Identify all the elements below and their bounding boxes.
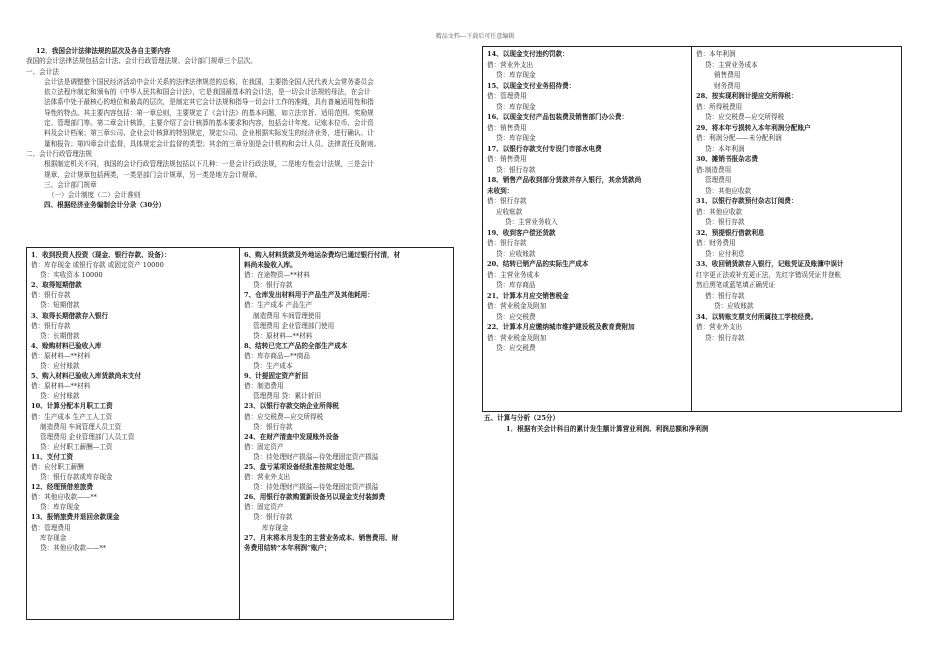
entry-line: 借：库存现金 或银行存款 或固定资产 10000 — [31, 261, 164, 270]
calculation-section — [484, 413, 904, 435]
entry-line: 贷：原材料—**材料 — [253, 331, 313, 340]
entry-line: 贷：生产成本 — [253, 362, 293, 371]
text-line: 四、根据经济业务编制会计分录（30分） — [44, 201, 166, 210]
entry-line: 贷：实收资本 10000 — [40, 271, 103, 280]
text-line: 依立法程序制定和颁布的《中华人民共和国会计法》，它是我国最基本的会计法，是一切会计法规的母法，在会计 — [44, 88, 371, 97]
entry-line: 管理费用 — [705, 176, 732, 184]
entry-line: 借：营业税金及附加 — [487, 333, 547, 342]
entry-heading: 14、以现金支付违约罚款： — [487, 50, 569, 58]
entry-line: 销售费用 — [714, 71, 741, 79]
entry-heading: 31、以银行存款预付杂志订阅费： — [696, 197, 798, 205]
entry-line: 贷：库存现金 — [40, 503, 80, 512]
text-line: 规章，会计规章包括两类，一类是部门会计规章，另一类是地方会计规章。 — [44, 170, 262, 179]
entry-line: 财务费用 — [714, 81, 741, 90]
entry-line: 借：在途物资—**材料 — [244, 271, 310, 280]
entry-heading: 21、计算本月应交销售税金 — [487, 291, 569, 300]
entry-line: 借：本年利润 — [696, 50, 736, 58]
entry-line: 贷：银行存款 — [253, 422, 293, 431]
text-line: 三、会计部门规章 — [44, 180, 97, 189]
text-line: （一）会计制度（二）会计准则 — [48, 191, 141, 200]
entry-line: 贷：应付职工薪酬—工资 — [40, 442, 113, 451]
entry-line: 借：应交税费—应交所得税 — [244, 412, 324, 421]
entry-line: 贷：应交税费 — [496, 344, 536, 352]
entry-heading: 务费用结转“本年利润”账户； — [244, 543, 331, 552]
entry-line: 贷：长期借款 — [40, 331, 80, 340]
text-line: 根据制定机关不同，我国的会计行政管理法规包括以下几种：一是会计行政法规，二是地方性会计法规，三是会计 — [44, 160, 374, 169]
text-line: 我国的会计法律法规包括会计法、会计行政管理法规、会计部门规章三个层次。 — [26, 57, 257, 66]
table-column-right — [240, 248, 453, 619]
entry-line: 借：银行存款 — [487, 239, 527, 247]
entry-line: 应收账款 — [496, 207, 523, 216]
entry-line: 贷：应交税费—应交所得税 — [705, 113, 785, 121]
entry-line: 贷：短期借款 — [40, 301, 80, 310]
entry-line: 借:制造费用 — [696, 165, 732, 174]
entry-heading: 4、赊购材料已验收入库 — [31, 341, 102, 350]
entry-line: 借：利润分配——未分配利润 — [696, 134, 782, 142]
entry-heading: 33、收回销货款存入银行，记账凭证及账簿中误计 — [696, 260, 844, 268]
entry-heading: 12、经理预借差旅费 — [31, 483, 93, 492]
entry-line: 贷：银行存款 — [496, 165, 536, 174]
entry-heading: 9、计提固定资产折旧 — [244, 372, 308, 381]
entry-heading: 24、在财产清查中发现账外设备 — [244, 432, 339, 441]
entry-heading: 19、收到客户偿还货款 — [487, 228, 556, 237]
entry-heading: 20、结转已销产品的实际生产成本 — [487, 260, 589, 268]
text-line: 导性的特点。其主要内容包括：第一章总则，主要规定了《会计法》的基本问题，如立法宗旨、适用范围、奖励规 — [44, 108, 374, 117]
entry-line: 借：营业税金及附加 — [487, 302, 547, 310]
entry-line: 借：管理费用 — [487, 92, 527, 100]
entry-heading: 6、购入材料货款及外地运杂费均已通过银行付清，材 — [244, 251, 401, 259]
entry-heading: 34、以转账支票支付所属技工学校经费。 — [696, 312, 818, 321]
entry-line: 借：营业外支出 — [487, 60, 534, 69]
entry-line: 库存现金 — [40, 533, 67, 542]
entry-line: 借：银行存款 — [31, 291, 71, 300]
entry-line: 借：原材料—**材料 — [31, 351, 91, 360]
entry-line: 借：生产成本 产品生产 — [244, 301, 313, 310]
entry-heading: 料尚未验收入库。 — [244, 261, 297, 270]
entry-line: 借：银行存款 — [31, 321, 71, 330]
entry-heading: 29、将本年亏损转入本年利润分配账户 — [696, 123, 811, 132]
entry-line: 贷：应付利息 — [705, 249, 745, 258]
entry-line: 贷：库存现金 — [496, 102, 536, 111]
entry-heading: 2、取得短期借款 — [31, 281, 82, 290]
entry-heading: 30、摊销书报杂志费 — [696, 155, 758, 163]
entry-line: 然后黑笔或蓝笔填正确凭证 — [696, 281, 776, 289]
entry-line: 贷：银行存款或库存现金 — [40, 473, 113, 482]
entry-line: 贷：主营业务成本 — [705, 60, 758, 69]
entry-line: 贷：应收账款 — [496, 249, 536, 258]
entry-line: 借：库存商品—**商品 — [244, 351, 310, 360]
entry-line: 库存现金 — [262, 523, 289, 532]
table-column-right — [692, 47, 901, 411]
text-line: 料及会计档案；第三章公司、企业会计核算的特别规定，规定公司、企业根据实际发生的经济业务，进行确认、计 — [44, 129, 374, 138]
entry-heading: 26、用银行存款购置新设备另以现金支付装卸费 — [244, 493, 386, 502]
left-text-block — [26, 46, 454, 211]
entry-heading: 18、销售产品收到部分货款并存入银行，其余货款尚 — [487, 176, 642, 184]
section-title: 五、计算与分析（25分） — [484, 414, 560, 422]
entry-line: 贷：待处理财产损溢—待处理固定资产损溢 — [253, 483, 379, 492]
page-header: 精品文档---下载后可任意编辑 — [435, 33, 515, 40]
entry-heading: 5、购入材料已验收入库货款尚未支付 — [31, 372, 142, 381]
entry-line: 借：主营业务成本 — [487, 270, 540, 279]
text-line: 二、会计行政管理法规 — [26, 149, 92, 158]
text-line: 定、管理部门等。第二章会计核算，主要介绍了会计核算的基本要求和内容，包括会计年度、记账本位币、会计资 — [44, 119, 374, 128]
entry-heading: 7、仓库发出材料用于产品生产及其他耗用： — [244, 291, 374, 300]
entry-heading: 28、按实现利润计提应交所得税： — [696, 92, 798, 100]
entry-line: 借：财务费用 — [696, 239, 736, 247]
entry-heading: 22、计算本月应缴纳城市维护建设税及教育费附加 — [487, 323, 635, 331]
entry-line: 借：制造费用 — [244, 382, 284, 391]
entry-line: 贷：应收账款 — [714, 302, 754, 310]
entry-line: 借：营业外支出 — [696, 323, 743, 331]
entry-heading: 3、取得长期借款存入银行 — [31, 311, 109, 320]
entry-heading: 13、报销旅费并退回余款现金 — [31, 513, 120, 522]
entry-line: 贷：本年利润 — [705, 144, 745, 153]
entry-line: 贷：银行存款 — [705, 333, 745, 342]
entry-heading: 未收到： — [487, 186, 514, 195]
entry-line: 借：固定资产 — [244, 503, 284, 512]
entry-heading: 15、以现金支付业务招待费： — [487, 81, 576, 90]
journal-entries-table-right — [482, 46, 902, 412]
entry-heading: 23、以银行存款交纳企业所得税 — [244, 402, 339, 411]
entry-heading: 10、计算分配本月职工工资 — [31, 402, 113, 411]
entry-line: 贷：其他应收款 — [705, 186, 752, 195]
entry-line: 制造费用 车间管理人员工资 — [40, 422, 122, 431]
entry-line: 借：生产成本 生产工人工资 — [31, 412, 113, 421]
entry-line: 借：管理费用 — [31, 523, 71, 532]
entry-line: 借：其他应收款 — [696, 207, 743, 216]
text-line: 12．我国会计法律法规的层次及各自主要内容 — [36, 47, 171, 55]
entry-line: 贷：应交税费 — [496, 312, 536, 321]
entry-line: 借：所得税费用 — [696, 102, 743, 111]
entry-line: 借：银行存款 — [705, 291, 745, 300]
entry-line: 贷：应付账款 — [40, 392, 80, 401]
entry-line: 贷：银行存款 — [705, 218, 745, 226]
entry-line: 制造费用 车间管理使用 — [253, 311, 322, 320]
entry-line: 借：营业外支出 — [244, 473, 291, 482]
entry-line: 贷：主营业务收入 — [505, 218, 558, 226]
entry-line: 借：销售费用 — [487, 123, 527, 132]
entry-line: 贷：银行存款 — [253, 513, 293, 522]
entry-heading: 1．收到投资人投资（现金、银行存款、设备）： — [31, 251, 171, 259]
entry-line: 贷：库存现金 — [496, 134, 536, 142]
entry-heading: 8、结转已完工产品的全部生产成本 — [244, 341, 348, 350]
table-column-left — [483, 47, 692, 411]
entry-line: 红字更正法或补充更正法，先红字错误凭证并登帐 — [696, 270, 842, 279]
entry-line: 管理费用 企业管理部门人员工资 — [40, 432, 135, 441]
entry-line: 借：固定资产 — [244, 442, 284, 451]
text-line: 一、会计法 — [26, 67, 59, 76]
entry-heading: 27、月末将本月发生的主营业务成本、销售费用、财 — [244, 533, 399, 542]
entry-line: 贷：库存现金 — [496, 71, 536, 79]
entry-line: 贷：待处理财产损溢—待处理固定资产损溢 — [253, 452, 379, 461]
entry-line: 贷：银行存款 — [253, 281, 293, 290]
entry-line: 借：应付职工薪酬 — [31, 462, 84, 471]
text-line: 会计法是调整整个国民经济活动中会计关系的法律法律规范的总称，在我国，主要指全国人民代表大会常务委员会 — [44, 77, 374, 86]
text-line: 量和报告；第四章会计监督，具体规定会计监督的类型；其余的三章分别是会计机构和会计人员、法律责任及附则。 — [44, 139, 381, 148]
entry-line: 管理费用 企业管理部门使用 — [253, 321, 335, 330]
entry-line: 贷：库存商品 — [496, 281, 536, 289]
entry-heading: 32、预提银行借款利息 — [696, 228, 765, 237]
entry-line: 借：销售费用 — [487, 155, 527, 163]
entry-line: 借：其他应收款——** — [31, 493, 97, 502]
section-item: 1．根据有关会计科目的累计发生额计算营业利润、利润总额和净利润 — [506, 425, 709, 433]
text-line: 法体系中处于最核心的地位和最高的层次，是制定其它会计法规和指导一切会计工作的准绳，具有普遍适用性和指 — [44, 98, 374, 107]
entry-line: 贷：其他应收款——** — [40, 543, 106, 552]
entry-heading: 11、支付工资 — [31, 452, 74, 461]
entry-heading: 17、以银行存款支付专设门市部水电费 — [487, 144, 602, 153]
entry-heading: 16、以现金支付产品包装费及销售部门办公费： — [487, 113, 629, 121]
table-column-left — [27, 248, 240, 619]
entry-line: 贷：应付账款 — [40, 362, 80, 371]
journal-entries-table-left — [26, 247, 454, 620]
entry-line: 管理费用 贷：累计折旧 — [253, 392, 322, 401]
entry-line: 借：原材料—**材料 — [31, 382, 91, 391]
entry-heading: 25、盘亏某项设备经批准按规定处理。 — [244, 462, 359, 471]
entry-line: 借：银行存款 — [487, 197, 527, 205]
